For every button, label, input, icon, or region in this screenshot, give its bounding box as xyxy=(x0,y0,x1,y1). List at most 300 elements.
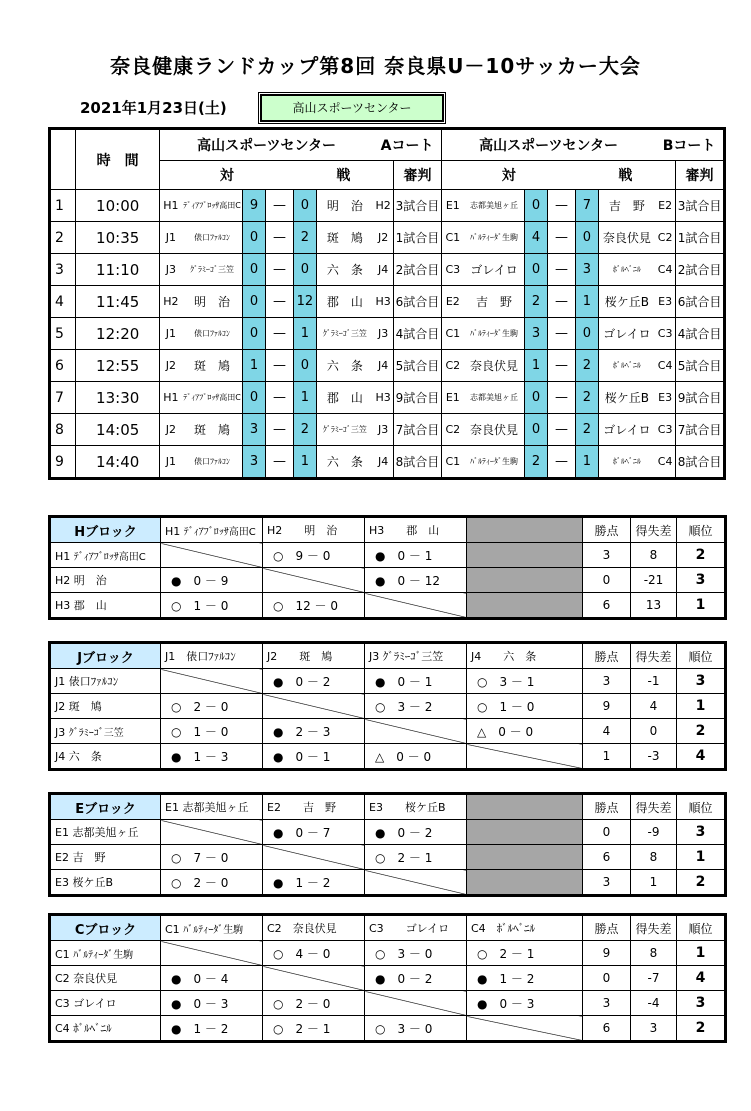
team-code: C3 xyxy=(55,997,70,1010)
goal-diff-value: 8 xyxy=(631,845,677,870)
j-block-team xyxy=(51,719,161,744)
court-b-away-code: C4 xyxy=(655,350,675,382)
court-a-away-team: ｸﾞﾗﾐｰｺﾞ三笠 xyxy=(316,414,373,446)
court-a-dash: — xyxy=(265,318,294,350)
match-result: ● 0 － 3 xyxy=(467,991,583,1016)
team-name: 六 条 xyxy=(68,750,102,763)
court-a-referee: 6試合目 xyxy=(394,286,442,318)
rank-value: 1 xyxy=(677,941,725,966)
court-a-home-score: 0 xyxy=(243,382,265,414)
goal-diff-value: 1 xyxy=(631,870,677,895)
court-a-dash: — xyxy=(265,446,294,478)
court-b-home-score: 2 xyxy=(525,446,547,478)
h-diff-header: 得失差 xyxy=(631,518,677,543)
court-b-label: Bコート xyxy=(655,130,723,161)
c-block-team xyxy=(51,1016,161,1041)
court-b-away-team: ﾎﾞﾙﾍﾞﾆﾙ xyxy=(598,254,655,286)
court-a-away-code: J3 xyxy=(373,318,393,350)
court-b-away-code: E3 xyxy=(655,382,675,414)
schedule-row xyxy=(51,414,724,446)
c-block-header-row xyxy=(51,916,725,941)
court-a-venue: 高山スポーツセンター xyxy=(159,130,373,161)
rank-value: 3 xyxy=(677,669,725,694)
court-a-away-code: J4 xyxy=(373,350,393,382)
goal-diff-value: -9 xyxy=(631,820,677,845)
court-a-away-code: J3 xyxy=(373,414,393,446)
court-b-dash: — xyxy=(547,254,576,286)
court-a-home-code: J2 xyxy=(159,350,181,382)
rank-value: 2 xyxy=(677,719,725,744)
h-col-3: H3 郡 山 xyxy=(365,518,467,543)
court-b-home-score: 3 xyxy=(525,318,547,350)
court-b-home-team: 奈良伏見 xyxy=(464,414,525,446)
team-code: H1 xyxy=(55,549,71,563)
c-col-2: C2 奈良伏見 xyxy=(263,916,365,941)
schedule-row xyxy=(51,382,724,414)
match-result: ○ 7 － 0 xyxy=(161,845,263,870)
self-match-cell xyxy=(263,845,365,870)
court-b-away-team: 桜ケ丘B xyxy=(598,382,655,414)
h-block-name: Hブロック xyxy=(51,518,161,543)
points-value: 9 xyxy=(583,694,631,719)
court-b-home-code: C1 xyxy=(441,446,463,478)
match-result: ○ 2 － 0 xyxy=(161,694,263,719)
j-block-team xyxy=(51,744,161,769)
court-a-home-code: J3 xyxy=(159,254,181,286)
court-b-away-score: 0 xyxy=(576,318,598,350)
goal-diff-value: 8 xyxy=(631,941,677,966)
goal-diff-value: -7 xyxy=(631,966,677,991)
team-name: 志都美旭ヶ丘 xyxy=(72,826,139,839)
rank-value: 2 xyxy=(677,870,725,895)
schedule-row xyxy=(51,190,724,222)
c-diff-header: 得失差 xyxy=(631,916,677,941)
court-a-referee: 3試合目 xyxy=(394,190,442,222)
team-name: ﾃﾞｨｱﾌﾞﾛｯｻ高田C xyxy=(73,551,146,563)
team-code: H3 xyxy=(55,599,71,612)
team-code: J4 xyxy=(55,750,66,763)
match-result: ● 1 － 2 xyxy=(161,1016,263,1041)
match-result: ● 0 － 12 xyxy=(365,568,467,593)
court-b-away-score: 7 xyxy=(576,190,598,222)
team-name: 吉 野 xyxy=(72,851,106,864)
match-result: ○ 2 － 0 xyxy=(161,870,263,895)
team-code: C2 xyxy=(55,972,70,985)
match-result: ● 0 － 2 xyxy=(365,820,467,845)
points-value: 6 xyxy=(583,593,631,618)
court-a-dash: — xyxy=(265,286,294,318)
self-match-cell xyxy=(263,966,365,991)
e-rank-header: 順位 xyxy=(677,795,725,820)
court-a-home-score: 0 xyxy=(243,318,265,350)
c-block-row xyxy=(51,966,725,991)
points-value: 3 xyxy=(583,669,631,694)
court-a-home-code: H1 xyxy=(159,382,181,414)
c-block-row xyxy=(51,991,725,1016)
court-b-referee: 7試合目 xyxy=(676,414,724,446)
match-number: 3 xyxy=(51,254,76,286)
court-a-away-score: 1 xyxy=(294,318,316,350)
e-block-team xyxy=(51,820,161,845)
court-b-home-team: ﾊﾞﾙﾃｨｰﾀﾞ生駒 xyxy=(464,318,525,350)
match-time: 12:20 xyxy=(76,318,159,350)
goal-diff-value: -4 xyxy=(631,991,677,1016)
court-b-match-label-2: 戦 xyxy=(576,161,676,190)
court-a-away-score: 1 xyxy=(294,446,316,478)
court-b-home-team: 志都美旭ヶ丘 xyxy=(464,382,525,414)
court-a-away-team: 郡 山 xyxy=(316,286,373,318)
j-col-1: J1 俵口ﾌｧﾙｺﾝ xyxy=(161,644,263,669)
court-a-home-team: ﾃﾞｨｱﾌﾞﾛｯｻ高田C xyxy=(182,382,243,414)
court-b-home-team: 志都美旭ヶ丘 xyxy=(464,190,525,222)
team-code: E1 xyxy=(55,826,69,839)
match-result: ○ 9 － 0 xyxy=(263,543,365,568)
empty-cell xyxy=(467,568,583,593)
court-a-referee: 4試合目 xyxy=(394,318,442,350)
court-a-home-code: H1 xyxy=(159,190,181,222)
court-b-home-code: E1 xyxy=(441,190,463,222)
court-b-away-code: C4 xyxy=(655,446,675,478)
schedule-row xyxy=(51,254,724,286)
court-a-dash: — xyxy=(265,414,294,446)
court-a-away-code: J4 xyxy=(373,254,393,286)
e-block-header-row xyxy=(51,795,725,820)
court-a-away-score: 0 xyxy=(294,350,316,382)
c-block-team xyxy=(51,941,161,966)
court-b-away-team: 奈良伏見 xyxy=(598,222,655,254)
match-result: ○ 3 － 2 xyxy=(365,694,467,719)
match-result: ● 2 － 3 xyxy=(263,719,365,744)
court-b-referee: 3試合目 xyxy=(676,190,724,222)
court-a-home-score: 0 xyxy=(243,286,265,318)
j-col-3: J3 ｸﾞﾗﾐｰｺﾞ三笠 xyxy=(365,644,467,669)
j-block-row xyxy=(51,694,725,719)
goal-diff-value: -21 xyxy=(631,568,677,593)
court-a-away-score: 0 xyxy=(294,254,316,286)
h-points-header: 勝点 xyxy=(583,518,631,543)
self-match-cell xyxy=(161,543,263,568)
court-b-away-score: 1 xyxy=(576,446,598,478)
rank-value: 2 xyxy=(677,543,725,568)
court-a-home-team: ﾃﾞｨｱﾌﾞﾛｯｻ高田C xyxy=(182,190,243,222)
j-block-team xyxy=(51,694,161,719)
match-number: 7 xyxy=(51,382,76,414)
match-number: 2 xyxy=(51,222,76,254)
j-block-table xyxy=(50,643,725,769)
e-col-empty xyxy=(467,795,583,820)
court-a-away-score: 2 xyxy=(294,414,316,446)
c-col-4: C4 ﾎﾞﾙﾍﾞﾆﾙ xyxy=(467,916,583,941)
court-a-home-code: J1 xyxy=(159,318,181,350)
venue-label: 高山スポーツセンター xyxy=(260,94,444,122)
court-b-away-score: 1 xyxy=(576,286,598,318)
team-code: C1 xyxy=(55,947,70,961)
self-match-cell xyxy=(161,941,263,966)
court-a-away-score: 2 xyxy=(294,222,316,254)
match-time: 13:30 xyxy=(76,382,159,414)
match-time: 10:00 xyxy=(76,190,159,222)
court-b-dash: — xyxy=(547,446,576,478)
j-block-row xyxy=(51,669,725,694)
court-b-away-score: 2 xyxy=(576,350,598,382)
court-a-home-score: 0 xyxy=(243,222,265,254)
rank-value: 1 xyxy=(677,845,725,870)
h-block-header-row xyxy=(51,518,725,543)
court-b-home-score: 2 xyxy=(525,286,547,318)
court-a-dash: — xyxy=(265,382,294,414)
rank-value: 1 xyxy=(677,694,725,719)
court-b-venue: 高山スポーツセンター xyxy=(441,130,655,161)
j-points-header: 勝点 xyxy=(583,644,631,669)
court-a-dash: — xyxy=(265,190,294,222)
h-block-team xyxy=(51,543,161,568)
e-col-3: E3 桜ケ丘B xyxy=(365,795,467,820)
team-name: ｸﾞﾗﾐｰｺﾞ三笠 xyxy=(68,727,124,739)
self-match-cell xyxy=(263,694,365,719)
team-code: J3 xyxy=(55,725,66,739)
court-a-referee: 7試合目 xyxy=(394,414,442,446)
points-value: 4 xyxy=(583,719,631,744)
court-b-home-score: 0 xyxy=(525,254,547,286)
court-b-away-score: 0 xyxy=(576,222,598,254)
rank-value: 3 xyxy=(677,568,725,593)
match-result: ● 0 － 1 xyxy=(263,744,365,769)
court-b-home-score: 4 xyxy=(525,222,547,254)
court-b-away-code: C2 xyxy=(655,222,675,254)
e-diff-header: 得失差 xyxy=(631,795,677,820)
c-points-header: 勝点 xyxy=(583,916,631,941)
court-a-away-team: 郡 山 xyxy=(316,382,373,414)
h-col-1: H1 ﾃﾞｨｱﾌﾞﾛｯｻ高田C xyxy=(161,518,263,543)
points-value: 3 xyxy=(583,543,631,568)
court-b-away-code: C3 xyxy=(655,414,675,446)
team-name: 俵口ﾌｧﾙｺﾝ xyxy=(68,675,119,688)
team-code: J2 xyxy=(55,700,66,713)
court-a-home-score: 3 xyxy=(243,446,265,478)
j-block-row xyxy=(51,744,725,769)
points-value: 0 xyxy=(583,820,631,845)
court-a-referee: 8試合目 xyxy=(394,446,442,478)
court-a-away-code: H3 xyxy=(373,286,393,318)
match-time: 11:45 xyxy=(76,286,159,318)
team-name: ゴレイロ xyxy=(73,997,117,1010)
match-number: 6 xyxy=(51,350,76,382)
match-result: ● 0 － 1 xyxy=(365,669,467,694)
match-result: ● 0 － 4 xyxy=(161,966,263,991)
e-block-team xyxy=(51,870,161,895)
court-b-referee: 1試合目 xyxy=(676,222,724,254)
empty-cell xyxy=(467,543,583,568)
match-time: 10:35 xyxy=(76,222,159,254)
court-b-home-score: 0 xyxy=(525,414,547,446)
court-b-referee: 8試合目 xyxy=(676,446,724,478)
points-value: 1 xyxy=(583,744,631,769)
court-a-home-team: 俵口ﾌｧﾙｺﾝ xyxy=(182,222,243,254)
match-result: ● 0 － 2 xyxy=(263,669,365,694)
court-a-home-team: 俵口ﾌｧﾙｺﾝ xyxy=(182,318,243,350)
points-value: 0 xyxy=(583,568,631,593)
time-header: 時 間 xyxy=(76,130,159,190)
rank-value: 3 xyxy=(677,991,725,1016)
j-block-row xyxy=(51,719,725,744)
court-b-home-team: ﾊﾞﾙﾃｨｰﾀﾞ生駒 xyxy=(464,446,525,478)
h-block-team xyxy=(51,568,161,593)
match-result: ● 1 － 2 xyxy=(263,870,365,895)
match-result: ○ 3 － 0 xyxy=(365,941,467,966)
match-result: ○ 4 － 0 xyxy=(263,941,365,966)
schedule-row xyxy=(51,350,724,382)
h-col-2: H2 明 治 xyxy=(263,518,365,543)
court-b-away-code: C3 xyxy=(655,318,675,350)
court-a-dash: — xyxy=(265,350,294,382)
court-b-home-code: E1 xyxy=(441,382,463,414)
court-b-home-team: 奈良伏見 xyxy=(464,350,525,382)
court-b-dash: — xyxy=(547,286,576,318)
court-a-away-code: J2 xyxy=(373,222,393,254)
court-a-match-label: 対 xyxy=(159,161,293,190)
court-b-home-team: 吉 野 xyxy=(464,286,525,318)
court-a-away-team: 六 条 xyxy=(316,254,373,286)
court-a-away-code: H3 xyxy=(373,382,393,414)
match-time: 12:55 xyxy=(76,350,159,382)
self-match-cell xyxy=(365,719,467,744)
court-a-home-team: 斑 鳩 xyxy=(182,350,243,382)
court-b-referee: 5試合目 xyxy=(676,350,724,382)
court-b-away-team: ゴレイロ xyxy=(598,318,655,350)
court-a-away-code: H2 xyxy=(373,190,393,222)
rank-value: 3 xyxy=(677,820,725,845)
number-header xyxy=(51,130,76,190)
j-block-name: Jブロック xyxy=(51,644,161,669)
match-result: ○ 2 － 1 xyxy=(365,845,467,870)
c-block-row xyxy=(51,1016,725,1041)
points-value: 3 xyxy=(583,991,631,1016)
j-block-team xyxy=(51,669,161,694)
court-b-away-score: 2 xyxy=(576,414,598,446)
court-b-referee-header: 審判 xyxy=(676,161,724,190)
court-b-away-team: ﾎﾞﾙﾍﾞﾆﾙ xyxy=(598,350,655,382)
c-col-1: C1 ﾊﾞﾙﾃｨｰﾀﾞ生駒 xyxy=(161,916,263,941)
team-code: H2 xyxy=(55,574,71,587)
c-block-team xyxy=(51,966,161,991)
goal-diff-value: -3 xyxy=(631,744,677,769)
match-result: ○ 1 － 0 xyxy=(161,719,263,744)
c-block-row xyxy=(51,941,725,966)
court-b-home-score: 1 xyxy=(525,350,547,382)
court-b-away-team: 吉 野 xyxy=(598,190,655,222)
match-result: ● 1 － 3 xyxy=(161,744,263,769)
court-b-home-team: ﾊﾞﾙﾃｨｰﾀﾞ生駒 xyxy=(464,222,525,254)
match-result: △ 0 － 0 xyxy=(365,744,467,769)
court-b-home-score: 0 xyxy=(525,382,547,414)
match-number: 1 xyxy=(51,190,76,222)
team-code: J1 xyxy=(55,675,66,688)
points-value: 6 xyxy=(583,845,631,870)
schedule-table xyxy=(50,129,724,478)
team-name: 奈良伏見 xyxy=(73,972,118,985)
court-b-home-score: 0 xyxy=(525,190,547,222)
court-b-dash: — xyxy=(547,414,576,446)
points-value: 6 xyxy=(583,1016,631,1041)
match-result: ○ 3 － 0 xyxy=(365,1016,467,1041)
c-block-team xyxy=(51,991,161,1016)
empty-cell xyxy=(467,593,583,618)
schedule-row xyxy=(51,446,724,478)
match-time: 11:10 xyxy=(76,254,159,286)
e-col-2: E2 吉 野 xyxy=(263,795,365,820)
court-b-away-code: C4 xyxy=(655,254,675,286)
court-a-referee: 2試合目 xyxy=(394,254,442,286)
match-time: 14:40 xyxy=(76,446,159,478)
event-date: 2021年1月23日(土) xyxy=(80,99,227,117)
e-points-header: 勝点 xyxy=(583,795,631,820)
court-a-away-team: 六 条 xyxy=(316,446,373,478)
goal-diff-value: -1 xyxy=(631,669,677,694)
team-name: ﾎﾞﾙﾍﾞﾆﾙ xyxy=(73,1022,112,1035)
court-b-referee: 2試合目 xyxy=(676,254,724,286)
schedule-row xyxy=(51,222,724,254)
h-rank-header: 順位 xyxy=(677,518,725,543)
court-a-away-score: 12 xyxy=(294,286,316,318)
match-result: ○ 12 － 0 xyxy=(263,593,365,618)
e-block-team xyxy=(51,845,161,870)
court-b-away-code: E2 xyxy=(655,190,675,222)
h-block-table xyxy=(50,517,725,618)
court-a-referee-header: 審判 xyxy=(394,161,442,190)
match-time: 14:05 xyxy=(76,414,159,446)
goal-diff-value: 0 xyxy=(631,719,677,744)
goal-diff-value: 4 xyxy=(631,694,677,719)
rank-value: 4 xyxy=(677,744,725,769)
court-a-home-score: 3 xyxy=(243,414,265,446)
team-code: E2 xyxy=(55,851,69,864)
match-result: ● 0 － 1 xyxy=(365,543,467,568)
court-b-referee: 4試合目 xyxy=(676,318,724,350)
j-block-header-row xyxy=(51,644,725,669)
court-b-home-code: C2 xyxy=(441,350,463,382)
court-a-away-team: 明 治 xyxy=(316,190,373,222)
court-b-away-team: ﾎﾞﾙﾍﾞﾆﾙ xyxy=(598,446,655,478)
page-title: 奈良健康ランドカップ第8回 奈良県U－10サッカー大会 xyxy=(110,54,641,78)
match-result: ○ 3 － 1 xyxy=(467,669,583,694)
court-b-dash: — xyxy=(547,222,576,254)
h-block-row xyxy=(51,593,725,618)
e-block-name: Eブロック xyxy=(51,795,161,820)
points-value: 9 xyxy=(583,941,631,966)
court-b-home-code: E2 xyxy=(441,286,463,318)
court-a-away-score: 1 xyxy=(294,382,316,414)
match-number: 8 xyxy=(51,414,76,446)
rank-value: 1 xyxy=(677,593,725,618)
c-block-name: Cブロック xyxy=(51,916,161,941)
court-a-match-label-2: 戦 xyxy=(294,161,394,190)
court-b-home-team: ゴレイロ xyxy=(464,254,525,286)
j-col-4: J4 六 条 xyxy=(467,644,583,669)
team-name: 桜ケ丘B xyxy=(72,876,113,889)
points-value: 0 xyxy=(583,966,631,991)
court-a-home-code: J1 xyxy=(159,446,181,478)
h-block-row xyxy=(51,568,725,593)
court-a-referee: 1試合目 xyxy=(394,222,442,254)
j-col-2: J2 斑 鳩 xyxy=(263,644,365,669)
team-name: 郡 山 xyxy=(73,599,107,612)
self-match-cell xyxy=(467,1016,583,1041)
c-block-table xyxy=(50,915,725,1041)
self-match-cell xyxy=(365,593,467,618)
court-b-referee: 9試合目 xyxy=(676,382,724,414)
self-match-cell xyxy=(365,991,467,1016)
court-b-dash: — xyxy=(547,190,576,222)
